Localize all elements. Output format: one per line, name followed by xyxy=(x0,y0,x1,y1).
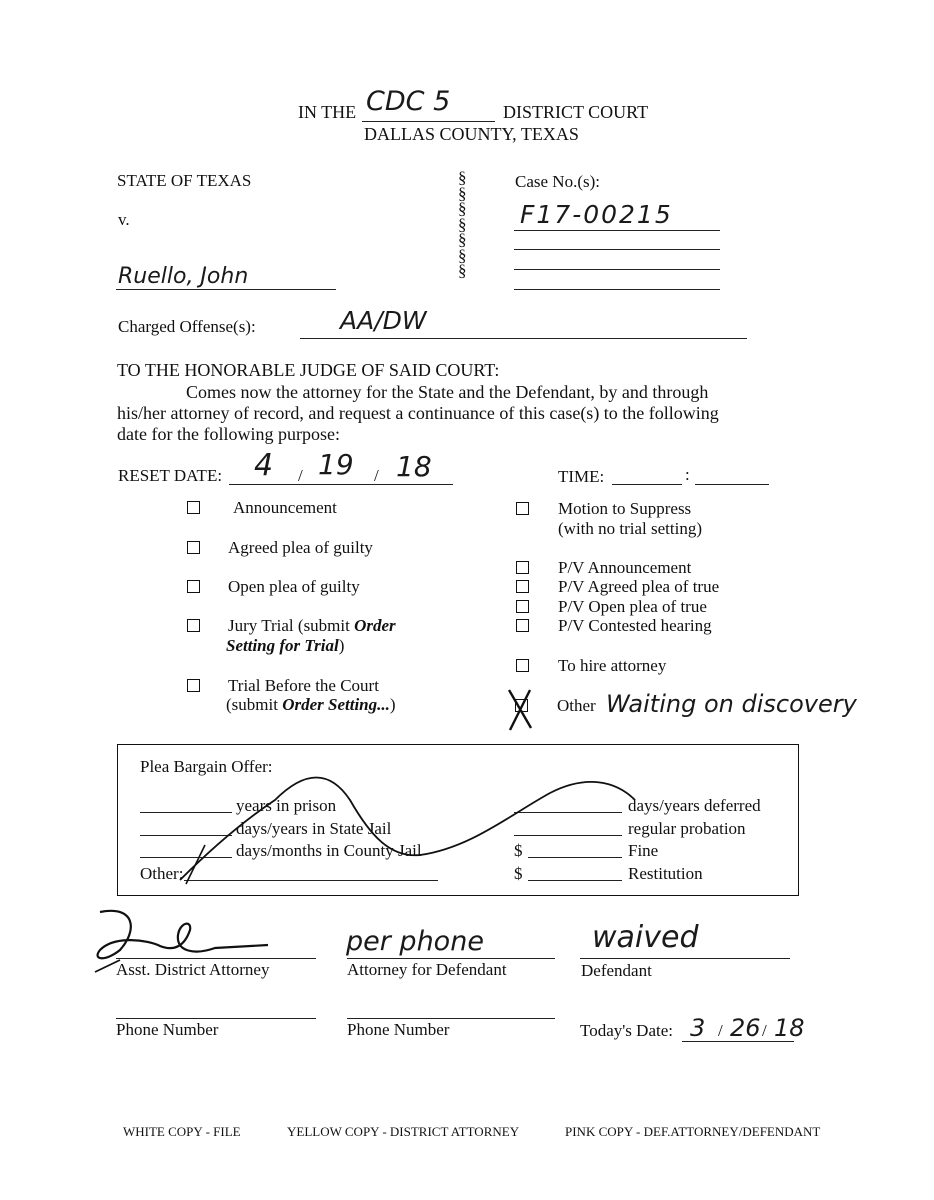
todays-date-month: 3 xyxy=(690,1014,706,1042)
reset-date-label: RESET DATE: xyxy=(118,466,223,485)
versus: v. xyxy=(118,210,130,229)
plea-fine: Fine xyxy=(628,841,659,860)
ada-signature-stroke xyxy=(98,911,268,958)
todays-date-sep-2: / xyxy=(762,1021,767,1040)
defendant-name-handwritten: Ruello, John xyxy=(118,264,249,289)
body-line-3: date for the following purpose: xyxy=(117,424,340,444)
todays-date-sep-1: / xyxy=(718,1021,723,1040)
ada-label: Asst. District Attorney xyxy=(116,960,270,979)
reset-sep-1: / xyxy=(298,466,303,485)
section-symbol: § xyxy=(458,183,467,203)
section-symbol: § xyxy=(458,214,467,234)
reset-year-handwritten: 18 xyxy=(396,450,432,483)
plea-deferred: days/years deferred xyxy=(628,796,761,815)
time-sep: : xyxy=(685,465,690,484)
plea-state-jail: days/years in State Jail xyxy=(236,819,392,838)
hire-attorney-label: To hire attorney xyxy=(558,656,667,675)
charged-offense-handwritten: AA/DW xyxy=(340,306,427,335)
plea-void-tick xyxy=(186,845,205,884)
body-line-1: Comes now the attorney for the State and the Defendant, by and through xyxy=(186,382,709,402)
reset-day-handwritten: 19 xyxy=(318,448,354,481)
jury-trial-setting: Setting for Trial xyxy=(226,636,339,655)
todays-date-year: 18 xyxy=(774,1014,805,1042)
plea-dollar-fine: $ xyxy=(514,841,523,860)
announcement-label: Announcement xyxy=(233,498,337,517)
charged-offense-label: Charged Offense(s): xyxy=(118,317,256,336)
plea-probation: regular probation xyxy=(628,819,746,838)
pv-announcement-label: P/V Announcement xyxy=(558,558,692,577)
state-of-texas: STATE OF TEXAS xyxy=(117,171,252,190)
plea-county-jail: days/months in County Jail xyxy=(236,841,422,860)
salutation: TO THE HONORABLE JUDGE OF SAID COURT: xyxy=(117,360,500,380)
section-symbol: § xyxy=(458,261,467,280)
agreed-plea-label: Agreed plea of guilty xyxy=(228,538,373,557)
plea-years-prison: years in prison xyxy=(236,796,337,815)
bench-trial-paren: ) xyxy=(389,695,396,714)
plea-dollar-restitution: $ xyxy=(514,864,523,883)
todays-date-day: 26 xyxy=(730,1014,761,1042)
bench-trial-order: Order Setting... xyxy=(282,695,390,714)
phone-label-2: Phone Number xyxy=(347,1020,450,1039)
header-county: DALLAS COUNTY, TEXAS xyxy=(364,124,579,144)
defense-label: Attorney for Defendant xyxy=(347,960,507,979)
defense-signature-handwritten: per phone xyxy=(346,926,484,957)
motion-suppress-label: Motion to Suppress xyxy=(558,499,692,518)
defendant-label: Defendant xyxy=(581,961,652,980)
todays-date-label: Today's Date: xyxy=(580,1021,673,1040)
time-label: TIME: xyxy=(558,467,605,486)
case-number-label: Case No.(s): xyxy=(515,172,600,191)
footer-white-copy: WHITE COPY - FILE xyxy=(123,1124,241,1139)
open-plea-label: Open plea of guilty xyxy=(228,577,360,596)
pv-contested-label: P/V Contested hearing xyxy=(558,616,712,635)
jury-trial-order: Order xyxy=(354,616,396,635)
other-check-mark xyxy=(509,690,531,730)
plea-other: Other: xyxy=(140,864,184,883)
header-district-court: DISTRICT COURT xyxy=(503,102,649,122)
reset-month-handwritten: 4 xyxy=(254,448,274,483)
court-number-handwritten: CDC 5 xyxy=(366,86,451,117)
phone-label-1: Phone Number xyxy=(116,1020,219,1039)
footer-pink-copy: PINK COPY - DEF.ATTORNEY/DEFENDANT xyxy=(565,1124,821,1139)
plea-restitution: Restitution xyxy=(628,864,703,883)
other-label: Other xyxy=(557,696,596,715)
pv-open-label: P/V Open plea of true xyxy=(558,597,707,616)
defendant-signature-handwritten: waived xyxy=(592,920,699,955)
section-symbol: § xyxy=(458,168,467,187)
pv-agreed-label: P/V Agreed plea of true xyxy=(558,577,720,596)
plea-title: Plea Bargain Offer: xyxy=(140,757,273,776)
motion-suppress-label-2: (with no trial setting) xyxy=(558,519,703,538)
section-symbol: § xyxy=(458,199,467,218)
body-line-2: his/her attorney of record, and request a continuance of this case(s) to the following xyxy=(117,403,719,423)
case-number-handwritten: F17-00215 xyxy=(520,200,673,229)
other-reason-handwritten: Waiting on discovery xyxy=(606,690,857,718)
bench-trial-submit: (submit xyxy=(226,695,283,714)
bench-trial-label: Trial Before the Court xyxy=(228,676,379,695)
section-symbol: § xyxy=(458,230,467,249)
ada-signature-tail xyxy=(95,960,120,972)
footer-yellow-copy: YELLOW COPY - DISTRICT ATTORNEY xyxy=(287,1124,520,1139)
section-symbol: § xyxy=(458,245,467,265)
jury-trial-text: Jury Trial (submit xyxy=(228,616,355,635)
jury-trial-paren: ) xyxy=(338,636,345,655)
header-in-the: IN THE xyxy=(298,102,357,122)
reset-sep-2: / xyxy=(374,466,379,485)
plea-void-stroke xyxy=(180,778,635,881)
